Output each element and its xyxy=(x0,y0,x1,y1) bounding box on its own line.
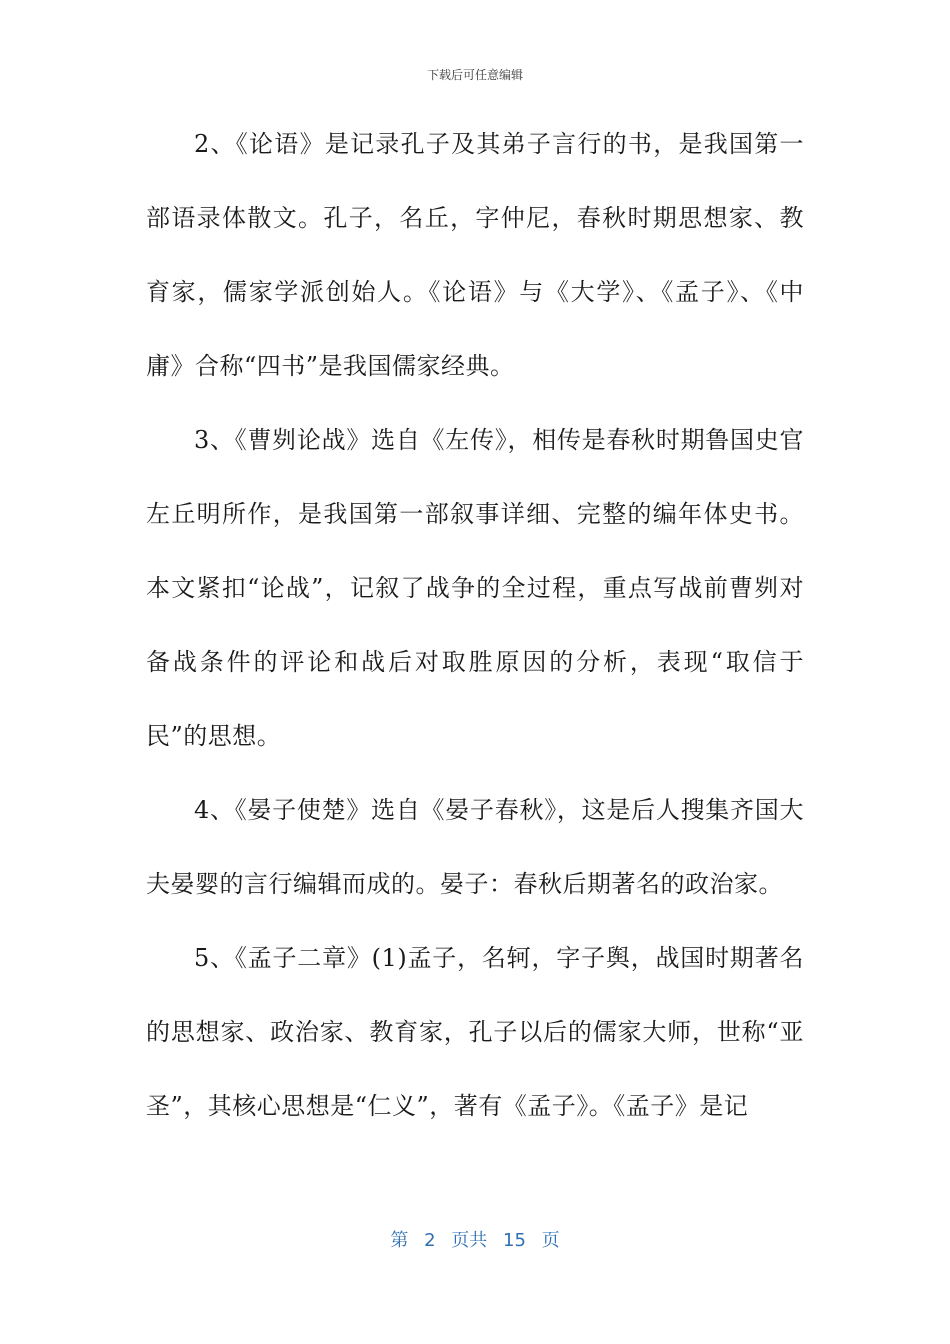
paragraph-5: 5、《孟子二章》(1)孟子，名轲，字子舆，战国时期著名的思想家、政治家、教育家，孔子以后的儒家大师，世称“亚圣”，其核心思想是“仁义”，著有《孟子》。《孟子》是记 xyxy=(146,944,804,1120)
page-header: 下载后可任意编辑 xyxy=(426,68,523,82)
page-number-footer: 第 2 页共 15 页 xyxy=(390,1230,560,1251)
paragraph-4: 4、《晏子使楚》选自《晏子春秋》，这是后人搜集齐国大夫晏婴的言行编辑而成的。晏子：春秋后期著名的政治家。 xyxy=(146,796,804,898)
paragraph-3: 3、《曹刿论战》选自《左传》，相传是春秋时期鲁国史官左丘明所作，是我国第一部叙事详细、完整的编年体史书。本文紧扣“论战”，记叙了战争的全过程，重点写战前曹刿对备战条件的评论和战后对取胜原因的分析，表现“取信于民”的思想。 xyxy=(146,426,804,750)
document-body xyxy=(146,107,804,1143)
paragraph-2: 2、《论语》是记录孔子及其弟子言行的书，是我国第一部语录体散文。孔子，名丘，字仲尼，春秋时期思想家、教育家，儒家学派创始人。《论语》与《大学》、《孟子》、《中庸》合称“四书”是我国儒家经典。 xyxy=(146,130,804,380)
